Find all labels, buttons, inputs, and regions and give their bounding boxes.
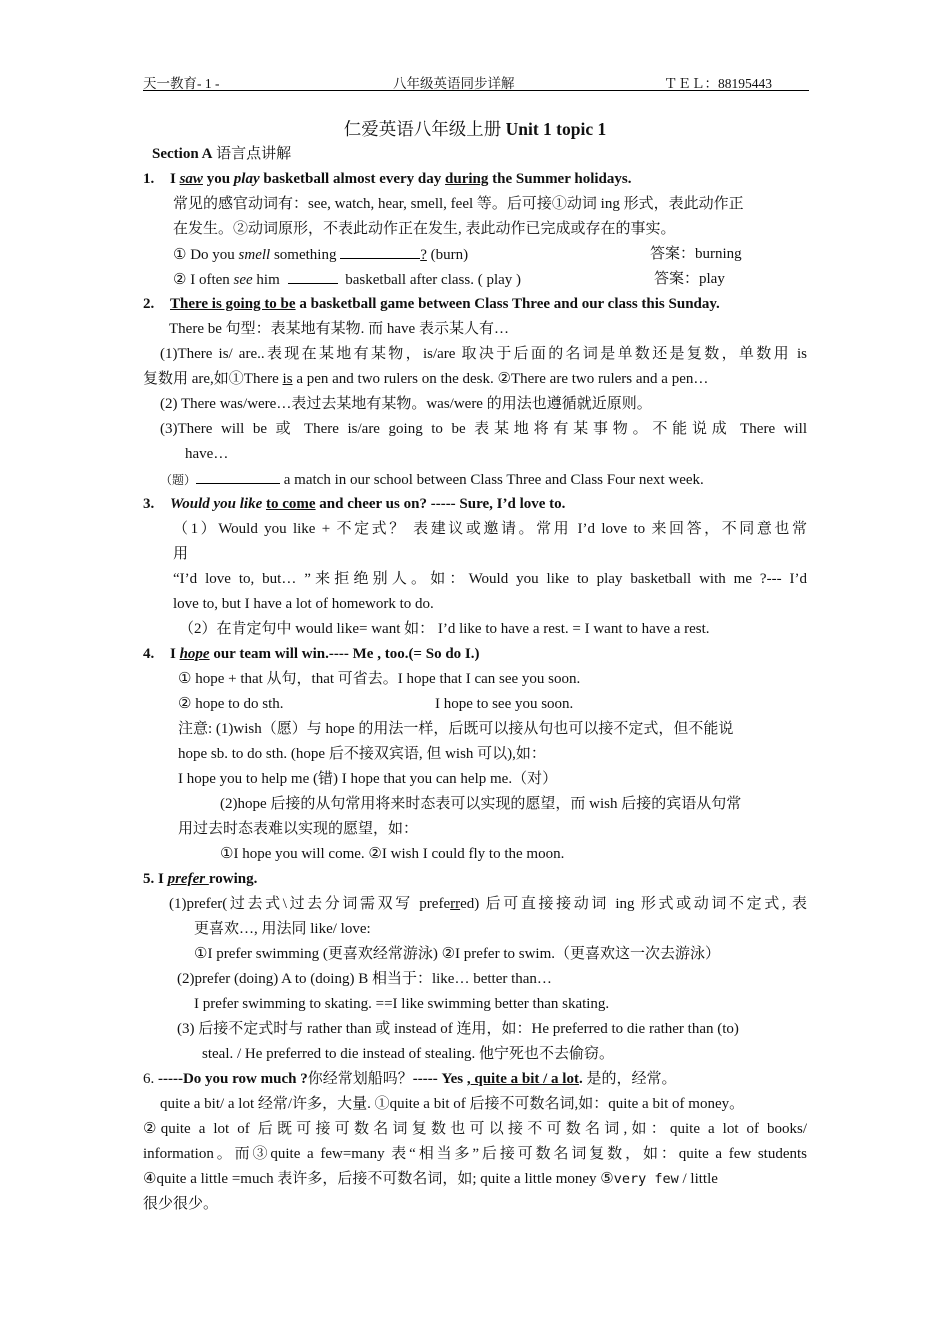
answer-blank	[288, 269, 338, 284]
point-5-line-2: 更喜欢…, 用法同 like/ love:	[194, 921, 371, 937]
point-2-line-6: have…	[185, 446, 229, 462]
text: / little	[678, 1171, 718, 1187]
point-2-line-2: (1)There is/ are..表现在某地有某物，is/are 取决于后面的名词是单数还是复数，单数用 is	[160, 346, 807, 362]
point-4-line-3: 注意: (1)wish（愿）与 hope 的用法一样，后既可以接从句也可以接不定式，但不能说	[178, 721, 734, 737]
point-5-line-5: I prefer swimming to skating. ==I like swimming better than skating.	[194, 996, 610, 1012]
text: a match in our school between Class Three and Class Four next week.	[280, 472, 704, 488]
point-4-sentence	[143, 644, 480, 664]
point-6-line-4	[143, 1169, 718, 1189]
section-label: Section A	[152, 146, 213, 162]
point-2-question	[160, 469, 704, 490]
keyword: during	[445, 171, 489, 187]
point-3-line-4: love to, but I have a lot of homework to do.	[173, 596, 434, 612]
keyword: hope	[179, 646, 210, 662]
text: I	[170, 171, 180, 187]
question-label: （题）	[160, 473, 197, 487]
keyword: prefer	[167, 871, 209, 887]
point-number: 2.	[143, 296, 155, 312]
text: ?	[420, 247, 427, 263]
header-left: 天一教育- 1 -	[143, 76, 220, 91]
text: ② hope to do sth.	[178, 696, 284, 712]
point-3-line-2: 用	[173, 546, 189, 562]
section-cn: 语言点讲解	[216, 146, 292, 162]
point-number: 4.	[143, 646, 155, 662]
text: basketball after class. ( play )	[341, 272, 522, 288]
point-3-line-3: “I’d love to, but… ”来拒绝别人。如：Would you like to play basketball with me ?--- I’d	[173, 571, 807, 587]
point-6-line-2: ②quite a lot of 后既可接可数名词复数也可以接不可数名词,如：quite a lot of books/	[143, 1121, 807, 1137]
text: -----Do you row much ?	[158, 1071, 308, 1087]
point-1-example-1	[173, 244, 468, 265]
keyword: see	[233, 272, 253, 288]
point-2-line-3	[143, 369, 708, 389]
point-3-line-1: （1）Would you like + 不定式？ 表建议或邀请。常用 I’d love to 来回答，不同意也常	[173, 521, 807, 537]
text: (burn)	[426, 247, 469, 263]
keyword: saw	[179, 171, 203, 187]
point-2-sentence	[143, 294, 720, 314]
point-4-line-8: ①I hope you will come. ②I wish I could fly to the moon.	[220, 846, 565, 862]
text: I	[170, 646, 180, 662]
point-1-line-2: 在发生。②动词原形，不表此动作正在发生, 表此动作已完成或存在的事实。	[173, 221, 676, 237]
text: a pen and two rulers on the desk. ②There are two rulers and a pen…	[292, 371, 709, 387]
text: I hope to see you soon.	[435, 696, 574, 712]
text: a basketball game between Class Three and our class this Sunday.	[295, 296, 720, 312]
text: .	[578, 1071, 583, 1087]
answer-blank	[340, 244, 420, 259]
title-en: Unit 1 topic 1	[505, 119, 607, 139]
point-2-line-5: (3)There will be 或 There is/are going to be 表某地将有某事物。不能说成 There will	[160, 421, 807, 437]
point-5-sentence	[143, 869, 257, 889]
text: rowing.	[208, 871, 258, 887]
keyword: is	[282, 371, 293, 387]
point-4-line-2	[178, 694, 574, 714]
text: 是的，经常。	[582, 1071, 677, 1087]
point-6-line-3: information。而③quite a few=many 表“相当多”后接可数名词复数，如：quite a few students	[143, 1146, 807, 1162]
point-6-line-1: quite a bit/ a lot 经常/许多，大量. ①quite a bit of 后接不可数名词,如：quite a bit of money。	[160, 1096, 745, 1112]
text: him	[252, 272, 284, 288]
point-number: 6.	[143, 1071, 158, 1087]
point-5-line-7: steal. / He preferred to die instead of stealing. 他宁死也不去偷窃。	[202, 1046, 614, 1062]
keyword: to come	[265, 496, 316, 512]
text: ② I often	[173, 272, 234, 288]
text: ed) 后可直接接动词 ing 形式或动词不定式, 表	[460, 896, 808, 912]
answer-2: 答案：play	[654, 271, 725, 287]
document-title	[0, 116, 950, 141]
answer-1: 答案：burning	[650, 246, 742, 262]
point-5-line-3: ①I prefer swimming (更喜欢经常游泳) ②I prefer to swim.（更喜欢这一次去游泳）	[194, 946, 720, 962]
text: and cheer us on? ----- Sure, I’d love to.	[315, 496, 566, 512]
keyword: play	[233, 171, 260, 187]
point-2-line-4: (2) There was/were…表过去某地有某物。was/were 的用法也遵循就近原则。	[160, 396, 652, 412]
text: 你经常划船吗？	[307, 1071, 413, 1087]
header-right: ＴＥＬ：88195443	[664, 76, 772, 91]
text: ④quite a little =much 表许多，后接不可数名词，如; quite a little money ⑤	[143, 1171, 614, 1187]
keyword: There is going to be	[170, 296, 296, 312]
point-number: 5. I	[143, 871, 168, 887]
point-4-line-6: (2)hope 后接的从句常用将来时态表可以实现的愿望，而 wish 后接的宾语从句常	[220, 796, 742, 812]
point-3-line-5: （2）在肯定句中 would like= want 如： I’d like to have a rest. = I want to have a rest.	[179, 621, 710, 637]
point-4-line-5: I hope you to help me (错) I hope that you can help me.（对）	[178, 771, 558, 787]
text: ① Do you	[173, 247, 239, 263]
point-3-sentence	[143, 494, 565, 514]
point-5-line-1	[169, 894, 807, 914]
text: our team will win.---- Me , too.(= So do I.)	[209, 646, 480, 662]
point-4-line-1: ① hope + that 从句，that 可省去。I hope that I can see you soon.	[178, 671, 581, 687]
point-6-line-5: 很少很少。	[143, 1196, 219, 1212]
point-1-example-2	[173, 269, 521, 290]
keyword: very few	[613, 1171, 679, 1187]
keyword: rr	[450, 896, 461, 912]
text: something	[270, 247, 341, 263]
section-heading	[152, 144, 291, 164]
point-1-sentence	[143, 169, 631, 189]
title-cn: 仁爱英语八年级上册	[343, 119, 502, 139]
text: basketball almost every day	[259, 171, 446, 187]
point-number: 1.	[143, 171, 155, 187]
point-number: 3.	[143, 496, 155, 512]
keyword: quite a bit / a lot	[470, 1071, 579, 1087]
answer-blank	[196, 469, 280, 484]
point-5-line-6: (3) 后接不定式时与 rather than 或 instead of 连用，如：He preferred to die rather than (to)	[177, 1021, 739, 1037]
text: (1)prefer(过去式\过去分词需双写 prefe	[169, 896, 451, 912]
text: the Summer holidays.	[488, 171, 632, 187]
page-header	[143, 70, 809, 91]
point-4-line-4: hope sb. to do sth. (hope 后不接双宾语, 但 wish 可以),如：	[178, 746, 546, 762]
text: 复数用 are,如①There	[143, 371, 283, 387]
text: ----- Yes ,	[412, 1071, 471, 1087]
header-center: 八年级英语同步详解	[393, 76, 515, 91]
keyword: Would you like	[170, 496, 266, 512]
point-5-line-4: (2)prefer (doing) A to (doing) B 相当于：like… better than…	[177, 971, 552, 987]
keyword: smell	[238, 247, 271, 263]
text: you	[202, 171, 234, 187]
point-2-line-1: There be 句型：表某地有某物. 而 have 表示某人有…	[169, 321, 509, 337]
point-4-line-7: 用过去时态表难以实现的愿望，如：	[178, 821, 419, 837]
point-1-line-1: 常见的感官动词有：see, watch, hear, smell, feel 等。后可接①动词 ing 形式，表此动作正	[173, 196, 744, 212]
point-6-sentence	[143, 1069, 676, 1089]
